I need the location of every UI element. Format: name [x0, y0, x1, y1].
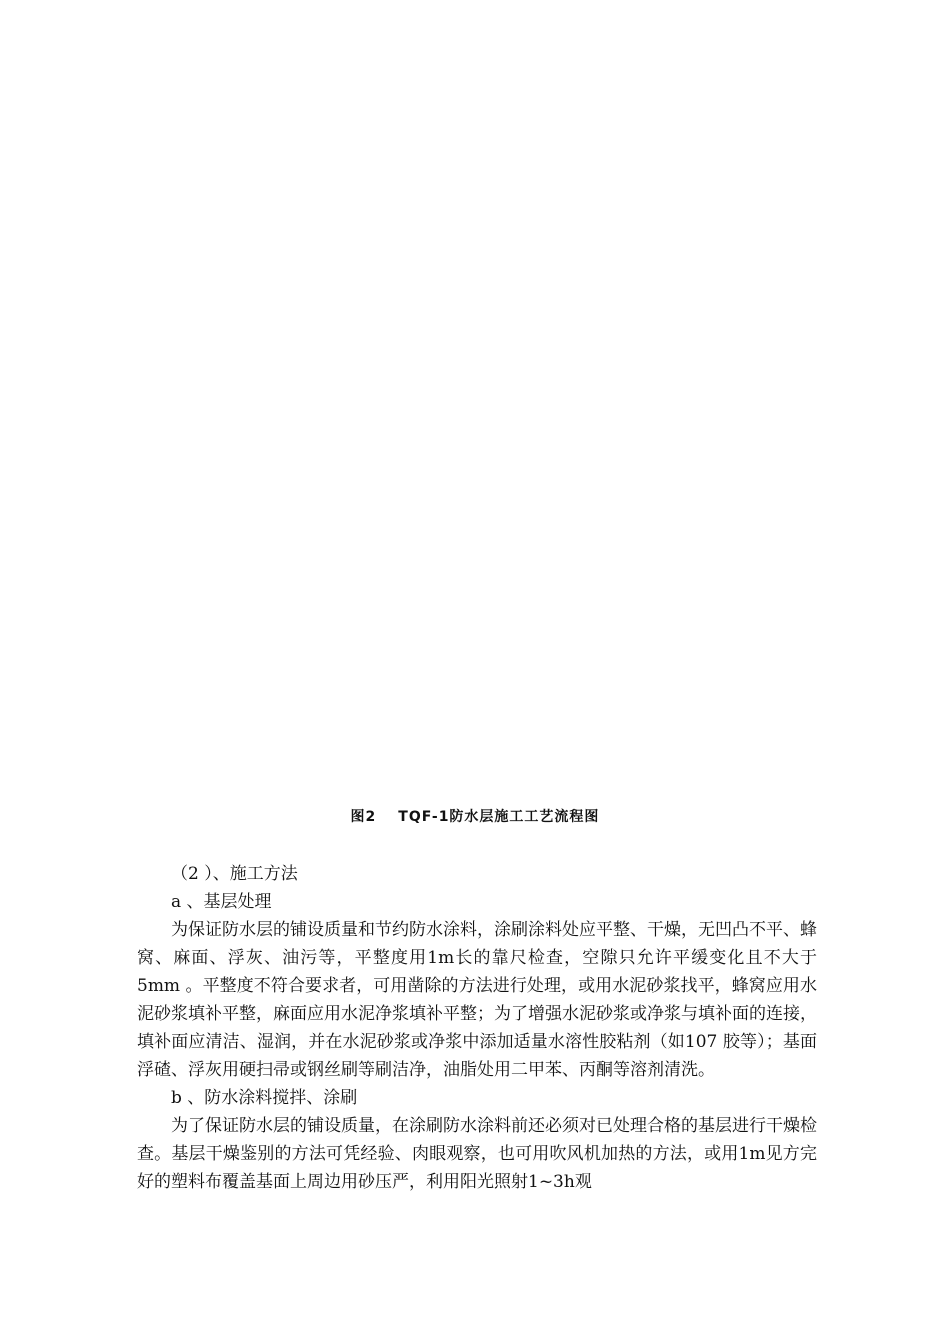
paragraph-coating: 为了保证防水层的铺设质量，在涂刷防水涂料前还必须对已处理合格的基层进行干燥检查。基层干燥鉴别的方法可凭经验、肉眼观察，也可用吹风机加热的方法，或用1m见方完好的塑料布覆盖基面上周边用砂压严，利用阳光照射1~3h观 — [137, 1116, 817, 1192]
figure-area — [135, 40, 815, 790]
paragraph-base-treatment: 为保证防水层的铺设质量和节约防水涂料，涂刷涂料处应平整、干燥，无凹凸不平、蜂窝、麻面、浮灰、油污等，平整度用1m长的靠尺检查，空隙只允许平缓变化且不大于5mm 。平整度不符合要求者，可用凿除的方法进行处理，或用水泥砂浆找平，蜂窝应用水泥砂浆填补平整，麻面应用水泥净浆填补平整；为了增强水泥砂浆或净浆与填补面的连接，填补面应清洁、湿润，并在水泥砂浆或净浆中添加适量水溶性胶粘剂（如107 胶等）；基面浮碴、浮灰用硬扫帚或钢丝刷等刷洁净，油脂处用二甲苯、丙酮等溶剂清洗。 — [137, 920, 817, 1080]
figure-number: 图2 — [350, 809, 377, 825]
section-heading: （2 ）、施工方法 — [171, 864, 298, 884]
figure-caption — [0, 806, 950, 826]
figure-title: TQF-1防水层施工工艺流程图 — [398, 809, 600, 825]
body-text — [137, 860, 817, 1196]
subsection-heading-b: b 、防水涂料搅拌、涂刷 — [171, 1088, 358, 1108]
subsection-heading-a: a 、基层处理 — [171, 892, 272, 912]
